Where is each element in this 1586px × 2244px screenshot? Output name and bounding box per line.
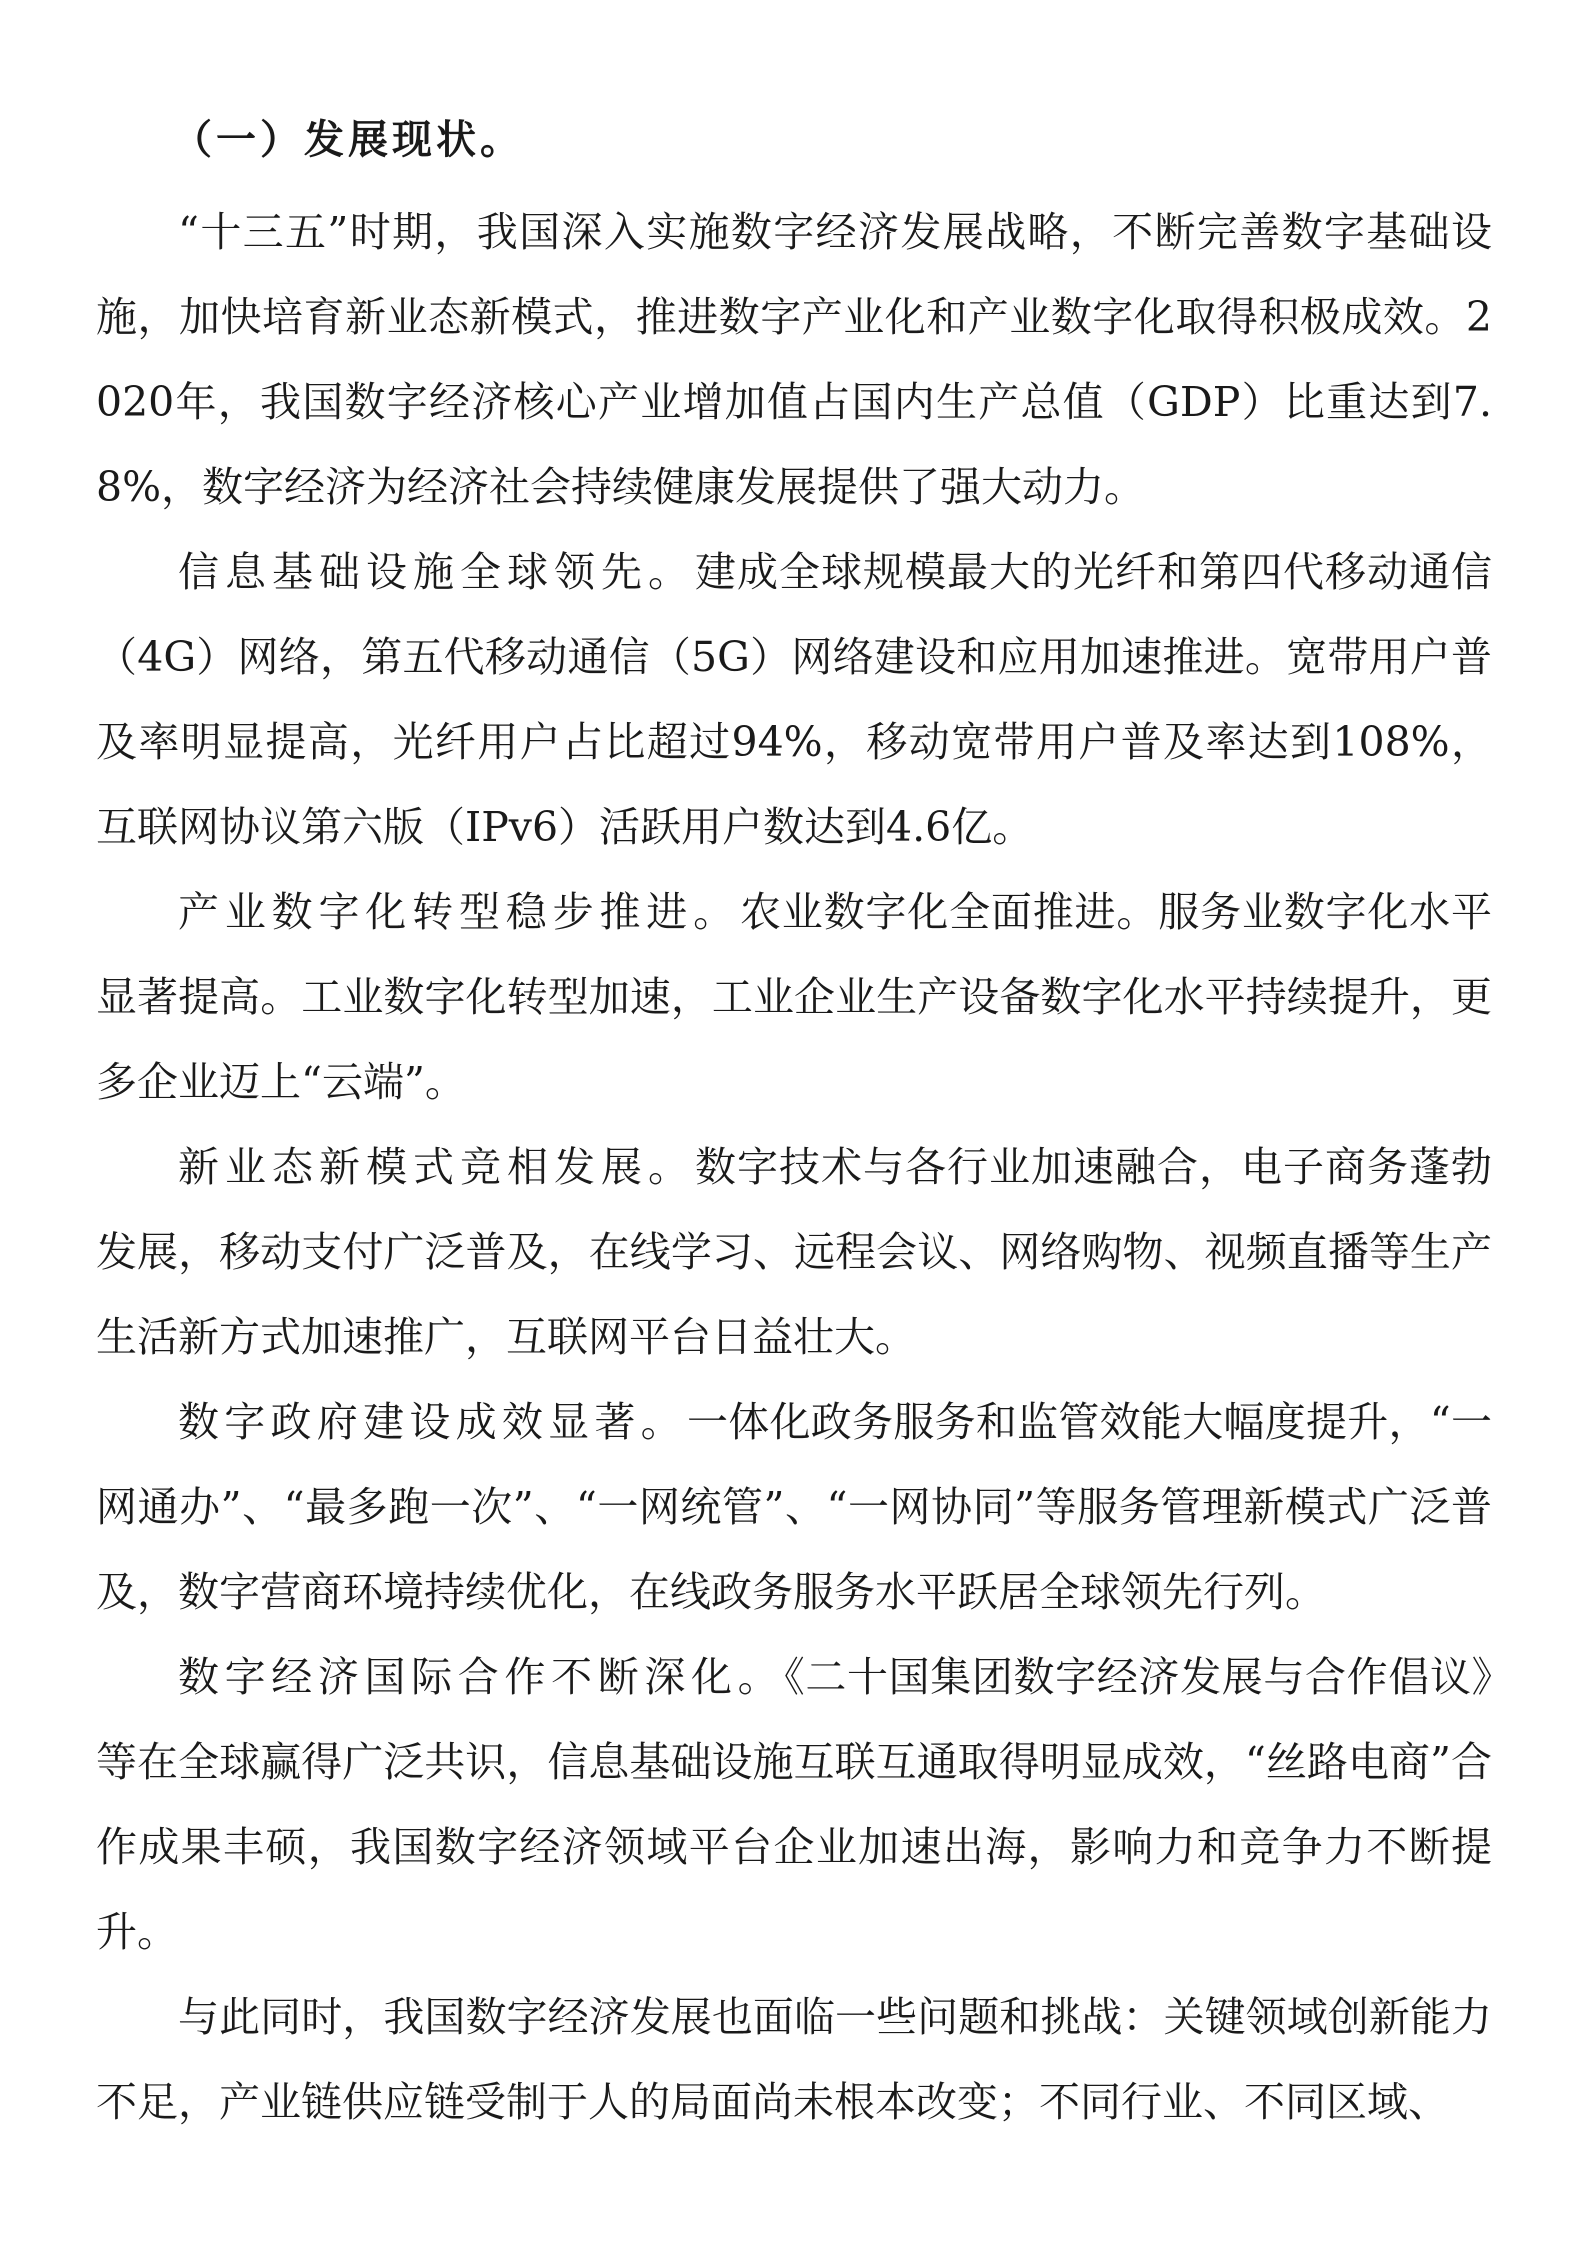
paragraph-lead: 信息基础设施全球领先。: [178, 548, 695, 596]
paragraph-challenges: [96, 1975, 1492, 2145]
paragraph-overview: [96, 190, 1492, 530]
paragraph-text: 一体化政务服务和监管效能大幅度提升，“一网通办”、“最多跑一次”、“一网统管”、“一网协同”等服务管理新模式广泛普及，数字营商环境持续优化，在线政务服务水平跃居全球领先行列。: [96, 1398, 1492, 1616]
paragraph-lead: 数字政府建设成效显著。: [178, 1398, 687, 1446]
paragraph-text: 农业数字化全面推进。服务业数字化水平显著提高。工业数字化转型加速，工业企业生产设备数字化水平持续提升，更多企业迈上“云端”。: [96, 888, 1493, 1106]
paragraph-text: 《二十国集团数字经济发展与合作倡议》等在全球赢得广泛共识，信息基础设施互联互通取得明显成效，“丝路电商”合作成果丰硕，我国数字经济领域平台企业加速出海，影响力和竞争力不断提升。: [96, 1653, 1492, 1956]
paragraph-text: 与此同时，我国数字经济发展也面临一些问题和挑战：关键领域创新能力不足，产业链供应链受制于人的局面尚未根本改变；不同行业、不同区域、: [96, 1993, 1492, 2126]
paragraph-international-cooperation: [96, 1635, 1492, 1975]
paragraph-lead: 产业数字化转型稳步推进。: [178, 888, 740, 936]
paragraph-text: 建成全球规模最大的光纤和第四代移动通信（4G）网络，第五代移动通信（5G）网络建设和应用加速推进。宽带用户普及率明显提高，光纤用户占比超过94%，移动宽带用户普及率达到108%，互联网协议第六版（IPv6）活跃用户数达到4.6亿。: [96, 548, 1492, 851]
paragraph-infrastructure: [96, 530, 1492, 870]
document-page: [96, 108, 1492, 2145]
paragraph-digital-government: [96, 1380, 1492, 1635]
paragraph-text: 数字技术与各行业加速融合，电子商务蓬勃发展，移动支付广泛普及，在线学习、远程会议、网络购物、视频直播等生产生活新方式加速推广，互联网平台日益壮大。: [96, 1143, 1492, 1361]
paragraph-new-business-models: [96, 1125, 1492, 1380]
section-title: （一）发展现状。: [172, 116, 524, 163]
paragraph-text: “十三五”时期，我国深入实施数字经济发展战略，不断完善数字基础设施，加快培育新业态新模式，推进数字产业化和产业数字化取得积极成效。2020年，我国数字经济核心产业增加值占国内生产总值（GDP）比重达到7.8%，数字经济为经济社会持续健康发展提供了强大动力。: [96, 208, 1492, 511]
paragraph-industry-digitalization: [96, 870, 1492, 1125]
paragraph-lead: 数字经济国际合作不断深化。: [178, 1653, 785, 1701]
paragraph-lead: 新业态新模式竞相发展。: [178, 1143, 695, 1191]
